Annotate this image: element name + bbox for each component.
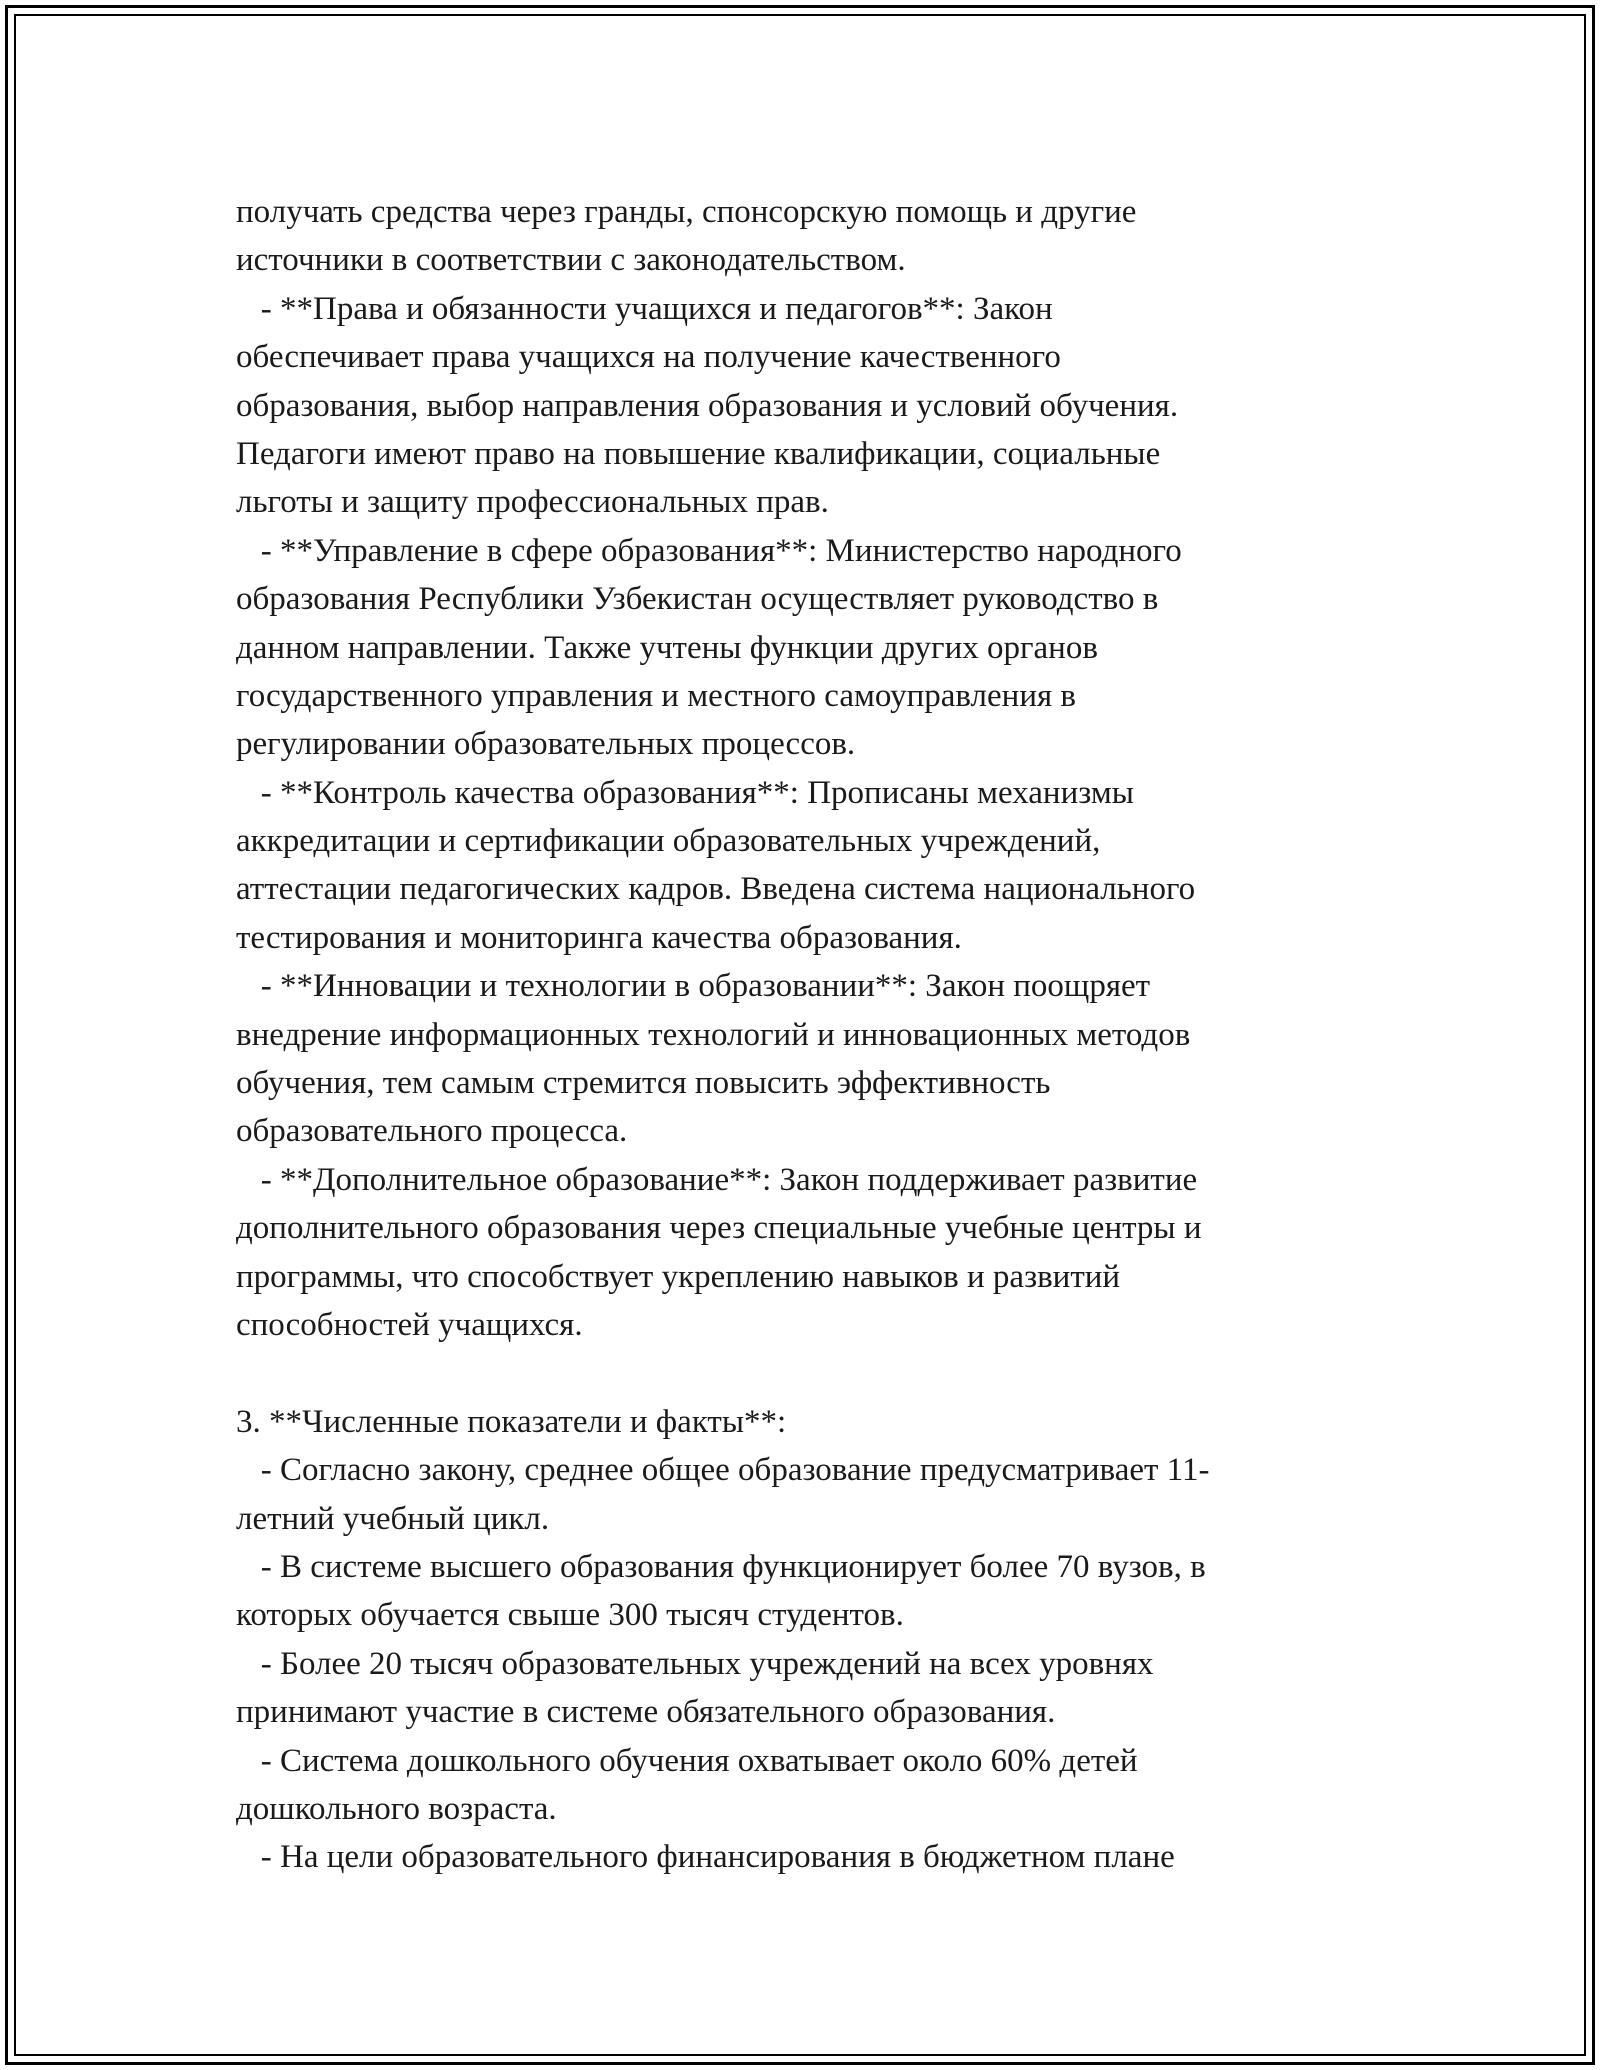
- text-line: аттестации педагогических кадров. Введена система национального: [236, 871, 1196, 908]
- text-line: обеспечивает права учащихся на получение качественного: [236, 339, 1061, 376]
- text-line: образования Республики Узбекистан осуществляет руководство в: [236, 581, 1159, 618]
- text-line: Педагоги имеют право на повышение квалификации, социальные: [236, 435, 1161, 472]
- text-line: дошкольного возраста.: [236, 1790, 557, 1827]
- text-line: аккредитации и сертификации образовательных учреждений,: [236, 823, 1101, 860]
- text-line: принимают участие в системе обязательного образования.: [236, 1694, 1056, 1731]
- text-line: - **Управление в сфере образования**: Министерство народного: [236, 532, 1182, 569]
- blank-line: [236, 1349, 1366, 1397]
- text-line: летний учебный цикл.: [236, 1500, 550, 1537]
- text-line: способностей учащихся.: [236, 1306, 583, 1343]
- text-line: программы, что способствует укреплению навыков и развитий: [236, 1258, 1121, 1295]
- text-line: данном направлении. Также учтены функции других органов: [236, 629, 1098, 666]
- text-line: - **Права и обязанности учащихся и педагогов**: Закон: [236, 290, 1053, 327]
- text-line: регулировании образовательных процессов.: [236, 726, 856, 763]
- text-line: - Система дошкольного обучения охватывает около 60% детей: [236, 1742, 1138, 1779]
- text-line: образовательного процесса.: [236, 1113, 628, 1150]
- section-heading: 3. **Численные показатели и факты**:: [236, 1403, 787, 1440]
- text-line: льготы и защиту профессиональных прав.: [236, 484, 829, 521]
- text-line: - Согласно закону, среднее общее образование предусматривает 11-: [236, 1452, 1210, 1489]
- text-line: источники в соответствии с законодательством.: [236, 242, 906, 279]
- text-line: дополнительного образования через специальные учебные центры и: [236, 1210, 1202, 1247]
- text-line: - **Дополнительное образование**: Закон поддерживает развитие: [236, 1161, 1198, 1198]
- text-line: получать средства через гранды, спонсорскую помощь и другие: [236, 194, 1137, 230]
- text-line: - Более 20 тысяч образовательных учреждений на всех уровнях: [236, 1645, 1154, 1682]
- text-line: - **Контроль качества образования**: Прописаны механизмы: [236, 774, 1134, 811]
- document-body: [236, 188, 1366, 1882]
- text-line: образования, выбор направления образования и условий обучения.: [236, 387, 1179, 424]
- text-line: - В системе высшего образования функционирует более 70 вузов, в: [236, 1548, 1206, 1585]
- text-line: которых обучается свыше 300 тысяч студентов.: [236, 1597, 904, 1634]
- text-line: - На цели образовательного финансирования в бюджетном плане: [236, 1839, 1175, 1876]
- text-line: тестирования и мониторинга качества образования.: [236, 919, 962, 956]
- text-line: - **Инновации и технологии в образовании**: Закон поощряет: [236, 968, 1151, 1005]
- text-line: внедрение информационных технологий и инновационных методов: [236, 1016, 1191, 1053]
- text-line: обучения, тем самым стремится повысить эффективность: [236, 1065, 1051, 1102]
- text-line: государственного управления и местного самоуправления в: [236, 677, 1076, 714]
